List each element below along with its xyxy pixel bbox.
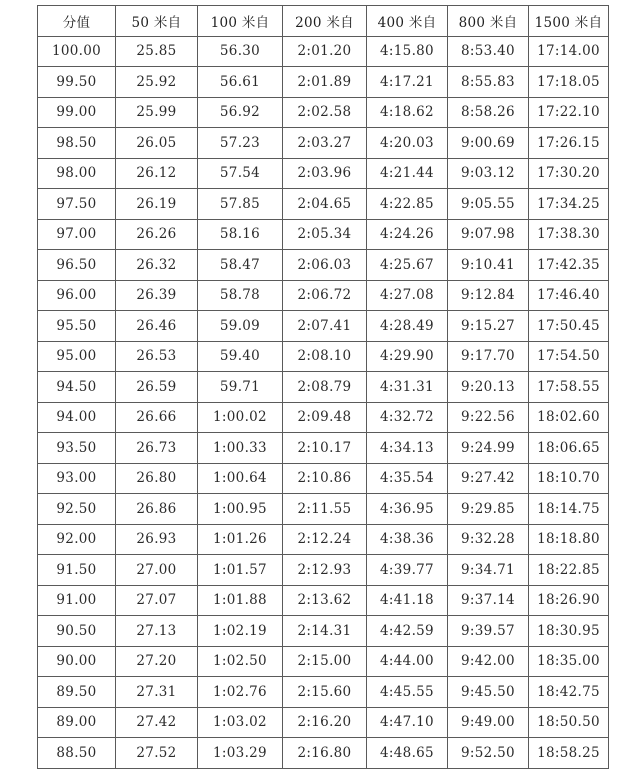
table-row	[38, 585, 609, 616]
cell-1500m: 17:42.35	[529, 250, 609, 281]
table-row	[38, 128, 609, 159]
table-row	[38, 36, 609, 67]
cell-800m: 9:34.71	[448, 555, 529, 586]
cell-score: 89.50	[38, 677, 116, 708]
cell-400m: 4:21.44	[367, 158, 448, 189]
cell-50m: 26.32	[116, 250, 198, 281]
cell-1500m: 18:42.75	[529, 677, 609, 708]
table-row	[38, 341, 609, 372]
cell-50m: 26.73	[116, 433, 198, 464]
cell-200m: 2:07.41	[283, 311, 367, 342]
cell-400m: 4:36.95	[367, 494, 448, 525]
table-row	[38, 372, 609, 403]
cell-50m: 25.99	[116, 97, 198, 128]
cell-1500m: 18:35.00	[529, 646, 609, 677]
cell-1500m: 17:46.40	[529, 280, 609, 311]
header-800m-freestyle: 800 米自	[448, 6, 529, 37]
cell-100m: 1:03.02	[198, 707, 283, 738]
cell-1500m: 17:26.15	[529, 128, 609, 159]
cell-score: 98.50	[38, 128, 116, 159]
cell-200m: 2:15.60	[283, 677, 367, 708]
cell-score: 96.50	[38, 250, 116, 281]
cell-score: 99.50	[38, 67, 116, 98]
cell-100m: 58.16	[198, 219, 283, 250]
cell-400m: 4:24.26	[367, 219, 448, 250]
cell-800m: 9:20.13	[448, 372, 529, 403]
cell-800m: 8:58.26	[448, 97, 529, 128]
cell-100m: 56.30	[198, 36, 283, 67]
cell-50m: 26.86	[116, 494, 198, 525]
cell-800m: 9:03.12	[448, 158, 529, 189]
table-row	[38, 67, 609, 98]
header-100m-freestyle: 100 米自	[198, 6, 283, 37]
cell-100m: 1:02.76	[198, 677, 283, 708]
cell-score: 92.00	[38, 524, 116, 555]
cell-score: 90.00	[38, 646, 116, 677]
cell-50m: 26.39	[116, 280, 198, 311]
cell-200m: 2:03.27	[283, 128, 367, 159]
cell-1500m: 18:14.75	[529, 494, 609, 525]
cell-1500m: 18:02.60	[529, 402, 609, 433]
cell-200m: 2:13.62	[283, 585, 367, 616]
cell-400m: 4:28.49	[367, 311, 448, 342]
cell-100m: 59.40	[198, 341, 283, 372]
cell-200m: 2:12.24	[283, 524, 367, 555]
cell-400m: 4:15.80	[367, 36, 448, 67]
cell-50m: 27.31	[116, 677, 198, 708]
table-row	[38, 402, 609, 433]
header-400m-freestyle: 400 米自	[367, 6, 448, 37]
table-row	[38, 616, 609, 647]
cell-400m: 4:38.36	[367, 524, 448, 555]
cell-1500m: 17:22.10	[529, 97, 609, 128]
cell-100m: 1:00.02	[198, 402, 283, 433]
header-50m-freestyle: 50 米自	[116, 6, 198, 37]
cell-400m: 4:27.08	[367, 280, 448, 311]
cell-50m: 26.53	[116, 341, 198, 372]
cell-50m: 26.80	[116, 463, 198, 494]
cell-score: 96.00	[38, 280, 116, 311]
cell-200m: 2:11.55	[283, 494, 367, 525]
cell-100m: 56.61	[198, 67, 283, 98]
cell-score: 90.50	[38, 616, 116, 647]
cell-1500m: 18:06.65	[529, 433, 609, 464]
cell-800m: 9:10.41	[448, 250, 529, 281]
cell-400m: 4:20.03	[367, 128, 448, 159]
cell-score: 94.50	[38, 372, 116, 403]
cell-200m: 2:12.93	[283, 555, 367, 586]
cell-200m: 2:08.79	[283, 372, 367, 403]
cell-400m: 4:31.31	[367, 372, 448, 403]
table-row	[38, 707, 609, 738]
cell-200m: 2:10.17	[283, 433, 367, 464]
cell-50m: 25.92	[116, 67, 198, 98]
cell-400m: 4:44.00	[367, 646, 448, 677]
cell-200m: 2:03.96	[283, 158, 367, 189]
cell-100m: 59.09	[198, 311, 283, 342]
cell-800m: 9:15.27	[448, 311, 529, 342]
cell-score: 98.00	[38, 158, 116, 189]
cell-50m: 26.26	[116, 219, 198, 250]
cell-400m: 4:48.65	[367, 738, 448, 769]
cell-800m: 9:29.85	[448, 494, 529, 525]
cell-400m: 4:39.77	[367, 555, 448, 586]
table-row	[38, 433, 609, 464]
cell-100m: 1:00.64	[198, 463, 283, 494]
cell-50m: 25.85	[116, 36, 198, 67]
cell-400m: 4:47.10	[367, 707, 448, 738]
cell-800m: 9:45.50	[448, 677, 529, 708]
cell-50m: 26.12	[116, 158, 198, 189]
cell-score: 95.50	[38, 311, 116, 342]
cell-200m: 2:01.20	[283, 36, 367, 67]
header-score: 分值	[38, 6, 116, 37]
cell-50m: 27.07	[116, 585, 198, 616]
cell-50m: 26.19	[116, 189, 198, 220]
table-row	[38, 311, 609, 342]
cell-200m: 2:15.00	[283, 646, 367, 677]
score-table	[37, 5, 609, 769]
cell-50m: 27.20	[116, 646, 198, 677]
table-row	[38, 463, 609, 494]
cell-score: 89.00	[38, 707, 116, 738]
cell-50m: 27.42	[116, 707, 198, 738]
cell-400m: 4:25.67	[367, 250, 448, 281]
cell-800m: 9:39.57	[448, 616, 529, 647]
cell-50m: 27.13	[116, 616, 198, 647]
cell-100m: 58.78	[198, 280, 283, 311]
cell-100m: 1:00.95	[198, 494, 283, 525]
cell-100m: 1:03.29	[198, 738, 283, 769]
cell-score: 100.00	[38, 36, 116, 67]
cell-50m: 26.05	[116, 128, 198, 159]
cell-50m: 27.00	[116, 555, 198, 586]
cell-100m: 57.54	[198, 158, 283, 189]
cell-400m: 4:41.18	[367, 585, 448, 616]
cell-1500m: 17:38.30	[529, 219, 609, 250]
cell-score: 91.50	[38, 555, 116, 586]
table-row	[38, 158, 609, 189]
cell-100m: 59.71	[198, 372, 283, 403]
cell-800m: 9:42.00	[448, 646, 529, 677]
header-1500m-freestyle: 1500 米自	[529, 6, 609, 37]
cell-score: 99.00	[38, 97, 116, 128]
cell-200m: 2:08.10	[283, 341, 367, 372]
cell-50m: 26.59	[116, 372, 198, 403]
cell-800m: 9:32.28	[448, 524, 529, 555]
table-row	[38, 646, 609, 677]
table-row	[38, 219, 609, 250]
cell-800m: 8:53.40	[448, 36, 529, 67]
cell-1500m: 17:14.00	[529, 36, 609, 67]
cell-1500m: 18:26.90	[529, 585, 609, 616]
cell-score: 93.50	[38, 433, 116, 464]
cell-1500m: 17:30.20	[529, 158, 609, 189]
cell-200m: 2:01.89	[283, 67, 367, 98]
cell-800m: 9:27.42	[448, 463, 529, 494]
table-row	[38, 280, 609, 311]
table-row	[38, 677, 609, 708]
cell-100m: 1:02.50	[198, 646, 283, 677]
cell-200m: 2:02.58	[283, 97, 367, 128]
cell-1500m: 18:58.25	[529, 738, 609, 769]
cell-100m: 1:00.33	[198, 433, 283, 464]
cell-200m: 2:16.20	[283, 707, 367, 738]
cell-1500m: 17:58.55	[529, 372, 609, 403]
cell-1500m: 17:18.05	[529, 67, 609, 98]
cell-1500m: 18:18.80	[529, 524, 609, 555]
cell-800m: 9:07.98	[448, 219, 529, 250]
cell-400m: 4:42.59	[367, 616, 448, 647]
header-200m-freestyle: 200 米自	[283, 6, 367, 37]
cell-1500m: 17:50.45	[529, 311, 609, 342]
table-row	[38, 494, 609, 525]
cell-400m: 4:29.90	[367, 341, 448, 372]
table-header-row	[38, 6, 609, 37]
cell-400m: 4:32.72	[367, 402, 448, 433]
cell-800m: 9:52.50	[448, 738, 529, 769]
cell-400m: 4:34.13	[367, 433, 448, 464]
cell-200m: 2:09.48	[283, 402, 367, 433]
cell-800m: 9:22.56	[448, 402, 529, 433]
cell-400m: 4:17.21	[367, 67, 448, 98]
cell-100m: 1:01.88	[198, 585, 283, 616]
cell-score: 92.50	[38, 494, 116, 525]
table-row	[38, 189, 609, 220]
cell-200m: 2:10.86	[283, 463, 367, 494]
cell-score: 97.50	[38, 189, 116, 220]
table-row	[38, 555, 609, 586]
cell-50m: 26.66	[116, 402, 198, 433]
cell-200m: 2:06.03	[283, 250, 367, 281]
cell-100m: 1:01.26	[198, 524, 283, 555]
cell-1500m: 17:54.50	[529, 341, 609, 372]
cell-score: 93.00	[38, 463, 116, 494]
table-row	[38, 738, 609, 769]
cell-800m: 9:49.00	[448, 707, 529, 738]
cell-100m: 57.23	[198, 128, 283, 159]
cell-200m: 2:16.80	[283, 738, 367, 769]
cell-1500m: 18:22.85	[529, 555, 609, 586]
cell-400m: 4:22.85	[367, 189, 448, 220]
cell-score: 88.50	[38, 738, 116, 769]
cell-100m: 58.47	[198, 250, 283, 281]
cell-800m: 9:37.14	[448, 585, 529, 616]
cell-score: 91.00	[38, 585, 116, 616]
table-row	[38, 524, 609, 555]
cell-200m: 2:14.31	[283, 616, 367, 647]
table-row	[38, 250, 609, 281]
cell-1500m: 18:30.95	[529, 616, 609, 647]
cell-200m: 2:04.65	[283, 189, 367, 220]
cell-50m: 26.93	[116, 524, 198, 555]
cell-50m: 27.52	[116, 738, 198, 769]
cell-800m: 9:00.69	[448, 128, 529, 159]
cell-800m: 9:17.70	[448, 341, 529, 372]
cell-1500m: 18:50.50	[529, 707, 609, 738]
cell-800m: 9:05.55	[448, 189, 529, 220]
cell-100m: 1:01.57	[198, 555, 283, 586]
cell-1500m: 18:10.70	[529, 463, 609, 494]
cell-100m: 56.92	[198, 97, 283, 128]
cell-200m: 2:06.72	[283, 280, 367, 311]
cell-800m: 8:55.83	[448, 67, 529, 98]
cell-score: 95.00	[38, 341, 116, 372]
cell-score: 97.00	[38, 219, 116, 250]
cell-400m: 4:45.55	[367, 677, 448, 708]
cell-800m: 9:24.99	[448, 433, 529, 464]
cell-200m: 2:05.34	[283, 219, 367, 250]
cell-400m: 4:18.62	[367, 97, 448, 128]
cell-100m: 1:02.19	[198, 616, 283, 647]
score-table-container	[37, 5, 608, 769]
cell-1500m: 17:34.25	[529, 189, 609, 220]
cell-score: 94.00	[38, 402, 116, 433]
table-row	[38, 97, 609, 128]
cell-100m: 57.85	[198, 189, 283, 220]
cell-50m: 26.46	[116, 311, 198, 342]
cell-800m: 9:12.84	[448, 280, 529, 311]
cell-400m: 4:35.54	[367, 463, 448, 494]
table-body	[38, 36, 609, 768]
